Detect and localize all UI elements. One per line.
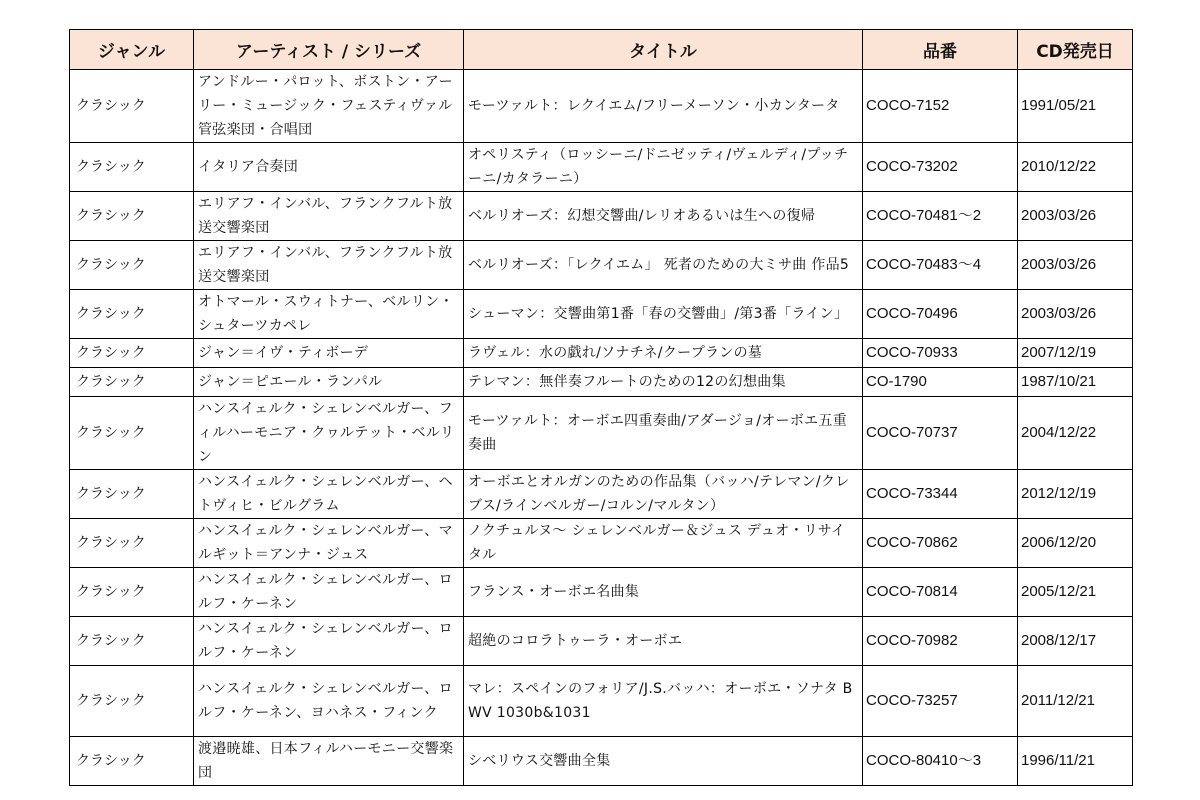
cell-title: マレ：スペインのフォリア/J.S.バッハ：オーボエ・ソナタ BWV 1030b&1031 xyxy=(464,666,863,737)
cell-genre: クラシック xyxy=(70,192,194,241)
cell-title: オペリスティ（ロッシーニ/ドニゼッティ/ヴェルディ/プッチーニ/カタラーニ） xyxy=(464,143,863,192)
cell-date: 2012/12/19 xyxy=(1018,470,1133,519)
cell-date: 2003/03/26 xyxy=(1018,290,1133,339)
cell-artist: ハンスイェルク・シェレンベルガー、ロルフ・ケーネン xyxy=(194,617,464,666)
table-row xyxy=(70,568,1133,617)
cell-title: モーツァルト：レクイエム/フリーメーソン・小カンタータ xyxy=(464,70,863,143)
cd-catalog-table xyxy=(69,29,1133,786)
cell-artist: オトマール・スウィトナー、ベルリン・シュターツカペレ xyxy=(194,290,464,339)
cell-date: 2007/12/19 xyxy=(1018,339,1133,368)
table-row xyxy=(70,192,1133,241)
cell-genre: クラシック xyxy=(70,470,194,519)
header-genre: ジャンル xyxy=(70,30,194,70)
header-date: CD発売日 xyxy=(1018,30,1133,70)
cell-artist: アンドルー・パロット、ボストン・アーリー・ミュージック・フェスティヴァル管弦楽団・合唱団 xyxy=(194,70,464,143)
cell-title: ラヴェル：水の戯れ/ソナチネ/クープランの墓 xyxy=(464,339,863,368)
table-row xyxy=(70,519,1133,568)
cell-artist: ハンスイェルク・シェレンベルガー、ロルフ・ケーネン xyxy=(194,568,464,617)
cell-artist: 渡邉暁雄、日本フィルハーモニー交響楽団 xyxy=(194,737,464,786)
cell-code: COCO-70496 xyxy=(863,290,1018,339)
table-row xyxy=(70,339,1133,368)
cell-genre: クラシック xyxy=(70,666,194,737)
cell-code: COCO-70862 xyxy=(863,519,1018,568)
cell-genre: クラシック xyxy=(70,737,194,786)
cell-title: 超絶のコロラトゥーラ・オーボエ xyxy=(464,617,863,666)
cell-artist: ジャン＝イヴ・ティボーデ xyxy=(194,339,464,368)
cell-code: COCO-70481～2 xyxy=(863,192,1018,241)
table-row xyxy=(70,617,1133,666)
table-row xyxy=(70,666,1133,737)
table-row xyxy=(70,737,1133,786)
cell-date: 2004/12/22 xyxy=(1018,397,1133,470)
cell-date: 2003/03/26 xyxy=(1018,192,1133,241)
cell-genre: クラシック xyxy=(70,519,194,568)
header-row xyxy=(70,30,1133,70)
cell-genre: クラシック xyxy=(70,241,194,290)
cell-code: COCO-73344 xyxy=(863,470,1018,519)
table-body xyxy=(70,70,1133,786)
cell-genre: クラシック xyxy=(70,143,194,192)
cell-title: モーツァルト：オーボエ四重奏曲/アダージョ/オーボエ五重奏曲 xyxy=(464,397,863,470)
cell-date: 1987/10/21 xyxy=(1018,368,1133,397)
cell-artist: ハンスイェルク・シェレンベルガー、マルギット＝アンナ・ジュス xyxy=(194,519,464,568)
table-row xyxy=(70,143,1133,192)
table-row xyxy=(70,290,1133,339)
cell-code: COCO-70483～4 xyxy=(863,241,1018,290)
table-row xyxy=(70,368,1133,397)
cell-artist: ハンスイェルク・シェレンベルガー、フィルハーモニア・クヮルテット・ベルリン xyxy=(194,397,464,470)
cell-code: COCO-70814 xyxy=(863,568,1018,617)
cell-genre: クラシック xyxy=(70,368,194,397)
cell-code: COCO-70933 xyxy=(863,339,1018,368)
cell-genre: クラシック xyxy=(70,397,194,470)
cell-title: ベルリオーズ：幻想交響曲/レリオあるいは生への復帰 xyxy=(464,192,863,241)
table-row xyxy=(70,470,1133,519)
cell-date: 2010/12/22 xyxy=(1018,143,1133,192)
header-artist: アーティスト / シリーズ xyxy=(194,30,464,70)
header-title: タイトル xyxy=(464,30,863,70)
cell-artist: ハンスイェルク・シェレンベルガー、ヘトヴィヒ・ビルグラム xyxy=(194,470,464,519)
cell-code: COCO-7152 xyxy=(863,70,1018,143)
cell-date: 2003/03/26 xyxy=(1018,241,1133,290)
cell-genre: クラシック xyxy=(70,339,194,368)
cell-title: シューマン：交響曲第1番「春の交響曲」/第3番「ライン」 xyxy=(464,290,863,339)
cell-title: シベリウス交響曲全集 xyxy=(464,737,863,786)
cell-title: オーボエとオルガンのための作品集（バッハ/テレマン/クレブス/ラインベルガー/コルン/マルタン） xyxy=(464,470,863,519)
cell-genre: クラシック xyxy=(70,568,194,617)
cell-code: COCO-73257 xyxy=(863,666,1018,737)
cell-artist: エリアフ・インバル、フランクフルト放送交響楽団 xyxy=(194,241,464,290)
cell-artist: イタリア合奏団 xyxy=(194,143,464,192)
table-row xyxy=(70,397,1133,470)
cell-title: ノクチュルヌ～ シェレンベルガー＆ジュス デュオ・リサイタル xyxy=(464,519,863,568)
table-row xyxy=(70,241,1133,290)
cell-code: CO-1790 xyxy=(863,368,1018,397)
cell-artist: ジャン＝ピエール・ランパル xyxy=(194,368,464,397)
table-header xyxy=(70,30,1133,70)
cell-artist: エリアフ・インバル、フランクフルト放送交響楽団 xyxy=(194,192,464,241)
cell-date: 1996/11/21 xyxy=(1018,737,1133,786)
header-code: 品番 xyxy=(863,30,1018,70)
cell-title: ベルリオーズ：「レクイエム」 死者のための大ミサ曲 作品5 xyxy=(464,241,863,290)
cell-code: COCO-73202 xyxy=(863,143,1018,192)
cell-genre: クラシック xyxy=(70,70,194,143)
cell-date: 2008/12/17 xyxy=(1018,617,1133,666)
cell-code: COCO-70982 xyxy=(863,617,1018,666)
table-row xyxy=(70,70,1133,143)
cell-genre: クラシック xyxy=(70,617,194,666)
cell-genre: クラシック xyxy=(70,290,194,339)
cell-date: 1991/05/21 xyxy=(1018,70,1133,143)
cell-artist: ハンスイェルク・シェレンベルガー、ロルフ・ケーネン、ヨハネス・フィンク xyxy=(194,666,464,737)
cell-title: テレマン：無伴奏フルートのための12の幻想曲集 xyxy=(464,368,863,397)
cell-code: COCO-70737 xyxy=(863,397,1018,470)
cell-date: 2005/12/21 xyxy=(1018,568,1133,617)
cell-code: COCO-80410～3 xyxy=(863,737,1018,786)
cell-date: 2006/12/20 xyxy=(1018,519,1133,568)
cell-date: 2011/12/21 xyxy=(1018,666,1133,737)
cell-title: フランス・オーボエ名曲集 xyxy=(464,568,863,617)
